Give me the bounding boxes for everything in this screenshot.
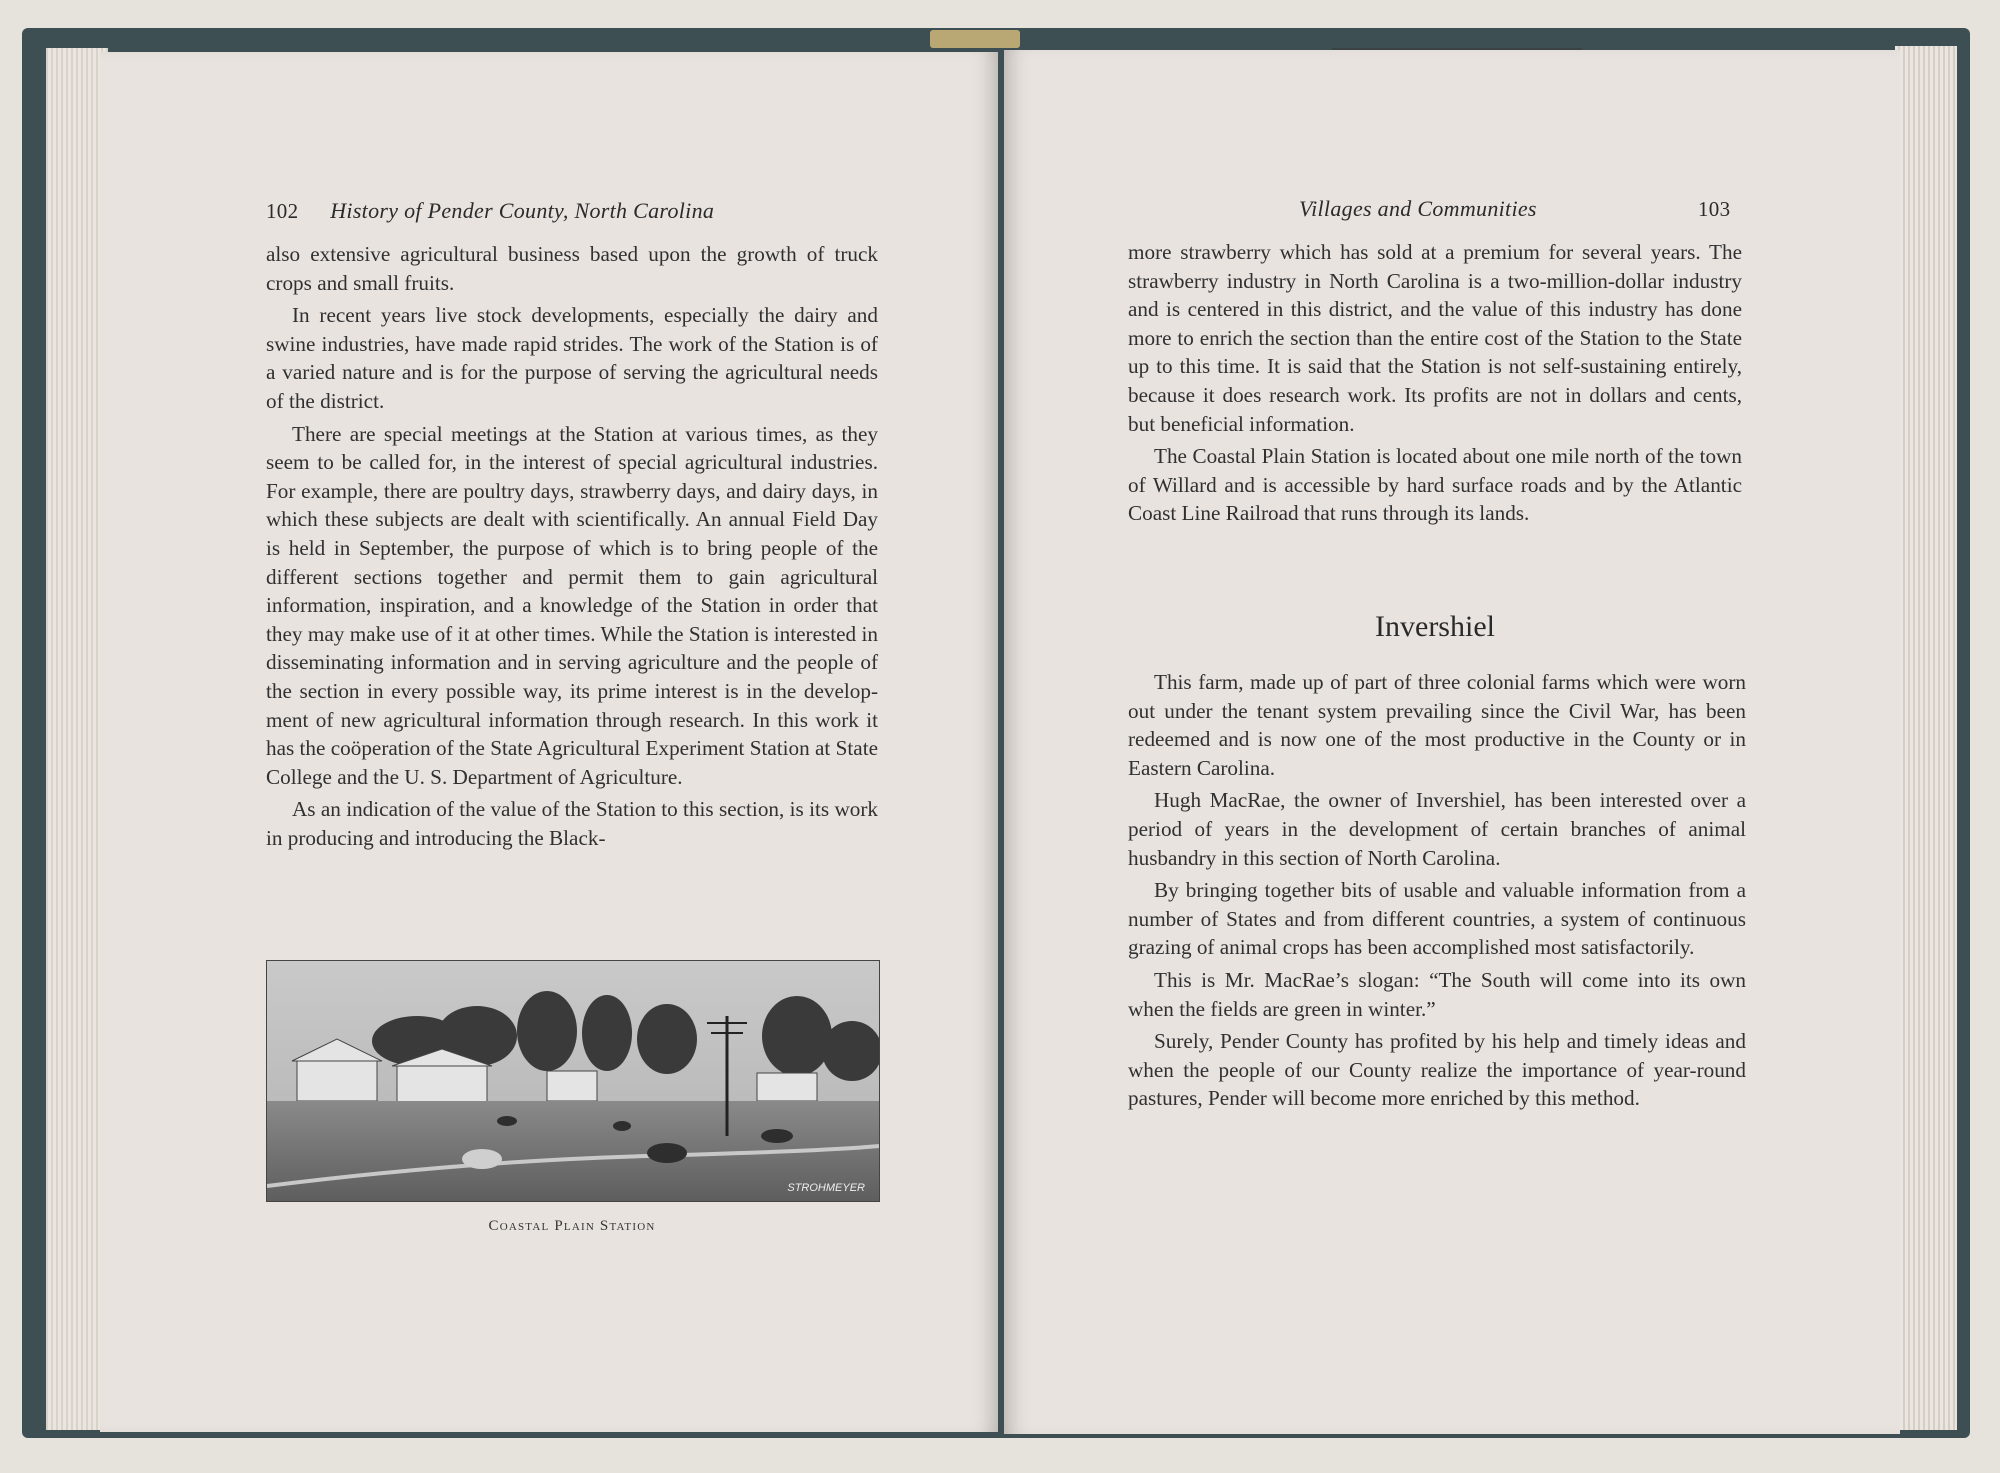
right-running-head (1299, 196, 1537, 222)
left-page-number: 102 (266, 199, 299, 223)
paragraph: also extensive agricultural business based upon the growth of truck crops and small fruits. (266, 242, 878, 295)
paragraph: This is Mr. MacRae’s slogan: “The South will come into its own when the fields are green in winter.” (1128, 967, 1746, 1021)
right-page-number: 103 (1698, 197, 1731, 221)
paragraph: This farm, made up of part of three colonial farms which were worn out under the tenant system prevailing since the Civil War, has been redeemed and is now one of the most productive in the County or in Eastern Carolina. (1128, 670, 1746, 780)
right-body-text-bottom (1128, 668, 1746, 1117)
spine-headband (930, 30, 1020, 48)
paragraph: more strawberry which has sold at a premium for several years. The strawberry industry in North Carolina is a two-million-dollar industry and is centered in this district, and the value of this industry has done more to enrich the section than the entire cost of the Station to the State up to this time. It is said that the Station is not self-sustaining entirely, because it does research work. Its profits are not in dollars and cents, but beneficial information. (1128, 240, 1742, 436)
paragraph: In recent years live stock developments, especially the dairy and swine industries, have made rapid strides. The work of the Station is of a varied nature and is for the purpose of serving the agricultural needs of the district. (266, 303, 878, 413)
paragraph: By bringing together bits of usable and valuable information from a number of States and from different countries, a system of continuous grazing of animal crops has been accomplished most satisfactorily. (1128, 878, 1746, 960)
right-body-text-top (1128, 238, 1742, 532)
page-edges-right (1895, 46, 1957, 1430)
left-running-title: History of Pender County, North Carolina (330, 198, 715, 223)
left-running-head (266, 198, 714, 224)
photo-caption: Coastal Plain Station (488, 1218, 656, 1234)
left-body-text (266, 240, 878, 856)
section-title: Invershiel (1375, 610, 1495, 643)
paragraph: As an indication of the value of the Station to this section, is its work in producing and introducing the Black- (266, 797, 878, 850)
paragraph: There are special meetings at the Station at various times, as they seem to be called for, in the interest of special agricultural industries. For example, there are poultry days, strawberry days, and dairy days, in which these subjects are dealt with scientifically. An annual Field Day is held in September, the purpose of which is to bring people of the different sections together and permit them to gain agricultural information, inspiration, and a knowledge of the Station in order that they may make use of it at other times. While the Station is interested in disseminating information and in serving agriculture and the people of the section in every possible way, its prime interest is in the development of new agricultural information through research. In this work it has the coöperation of the State Agricultural Experiment Station at State College and the U. S. Department of Agriculture. (266, 421, 878, 789)
page-edges-left (46, 48, 108, 1430)
paragraph: Hugh MacRae, the owner of Invershiel, has been interested over a period of years in the development of certain branches of animal husbandry in this section of North Carolina. (1128, 788, 1746, 870)
right-running-title: Villages and Communities (1299, 196, 1537, 221)
paragraph: The Coastal Plain Station is located about one mile north of the town of Willard and is accessible by hard surface roads and by the Atlantic Coast Line Railroad that runs through its lands. (1128, 444, 1742, 526)
left-page (100, 52, 998, 1432)
photo-signature: STROHMEYER (787, 1182, 865, 1194)
station-photo (266, 960, 880, 1202)
paragraph: Surely, Pender County has profited by his help and timely ideas and when the people of our County realize the importance of year-round pastures, Pender will become more enriched by this method. (1128, 1029, 1746, 1111)
right-page (1004, 50, 1900, 1434)
right-running-head-number (1698, 196, 1730, 222)
